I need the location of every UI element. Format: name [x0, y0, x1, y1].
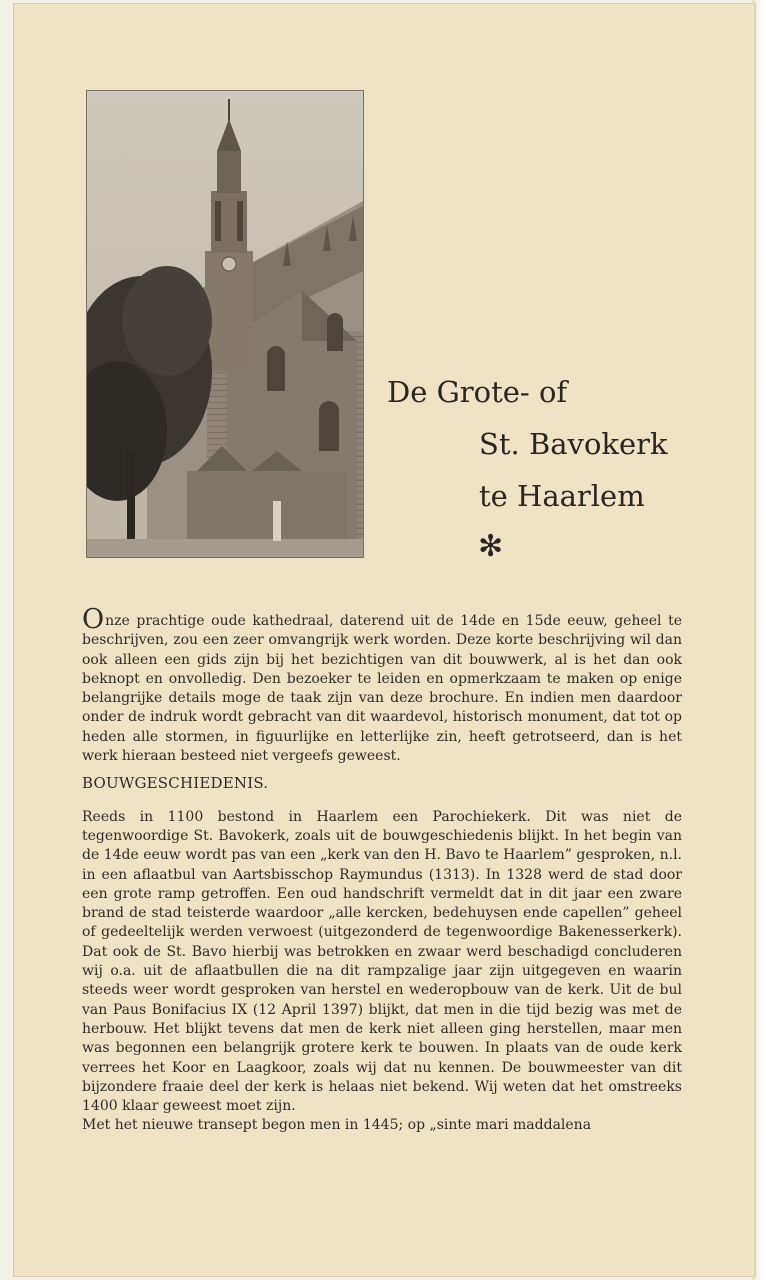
asterism-ornament: ✻	[478, 529, 504, 564]
title-line-3: te Haarlem	[479, 479, 645, 513]
document-title	[387, 366, 717, 522]
drop-cap: O	[82, 604, 105, 635]
church-photo-image	[87, 91, 363, 557]
church-photo	[86, 90, 364, 558]
title-line-1: De Grote- of	[387, 375, 568, 409]
body-text	[82, 604, 682, 1136]
intro-paragraph	[82, 604, 682, 766]
history-paragraph: Reeds in 1100 bestond in Haarlem een Parochiekerk. Dit was niet de tegenwoordige St. Bavokerk, zoals uit de bouwgeschiedenis blijkt. In het begin van de 14de eeuw wordt pas van een „kerk van den H. Bavo te Haarlem” gesproken, n.l. in een aflaatbul van Aartsbisschop Raymundus (1313). In 1328 werd de stad door een grote ramp getroffen. Een oud handschrift vermeldt dat in dit jaar een zware brand de stad teisterde waardoor „alle kercken, bedehuysen ende capellen” geheel of gedeeltelijk werden verwoest (uitgezonderd de tegenwoordige Bakenesserkerk). Dat ook de St. Bavo hierbij was betrokken en zwaar werd beschadigd concluderen wij o.a. uit de aflaatbullen die na dit rampzalige jaar zijn uitgegeven en waarin steeds weer wordt gesproken van herstel en wederopbouw van de kerk. Uit de bul van Paus Bonifacius IX (12 April 1397) blijkt, dat men in die tijd bezig was met de herbouw. Het blijkt tevens dat men de kerk niet alleen ging herstellen, maar men was begonnen een belangrijk grotere kerk te bouwen. In plaats van de oude kerk verrees het Koor en Laagkoor, zoals wij dat nu kennen. De bouwmeester van dit bijzondere fraaie deel der kerk is helaas niet bekend. Wij weten dat het omstreeks 1400 klaar geweest moet zijn.	[82, 808, 682, 1115]
transept-paragraph: Met het nieuwe transept begon men in 1445; op „sinte mari maddalena	[82, 1117, 592, 1134]
title-line-2: St. Bavokerk	[479, 427, 668, 461]
page-edge	[752, 0, 766, 1280]
intro-paragraph-text: nze prachtige oude kathedraal, daterend uit de 14de en 15de eeuw, geheel te beschrijven, zou een zeer omvangrijk werk worden. Deze korte beschrijving wil dan ook alleen een gids zijn bij het bezichtigen van dit bouwwerk, al is het dan ook beknopt en onvolledig. Den bezoeker te leiden en opmerkzaam te maken op enige belangrijke details moge de taak zijn van deze brochure. En indien men daardoor onder de indruk wordt gebracht van dit waardevol, historisch monument, dat tot op heden alle stormen, in figuurlijke en letterlijke zin, heeft getrotseerd, dan is het werk hieraan besteed niet vergeefs geweest.	[82, 613, 682, 765]
section-heading: BOUWGESCHIEDENIS.	[82, 774, 269, 793]
